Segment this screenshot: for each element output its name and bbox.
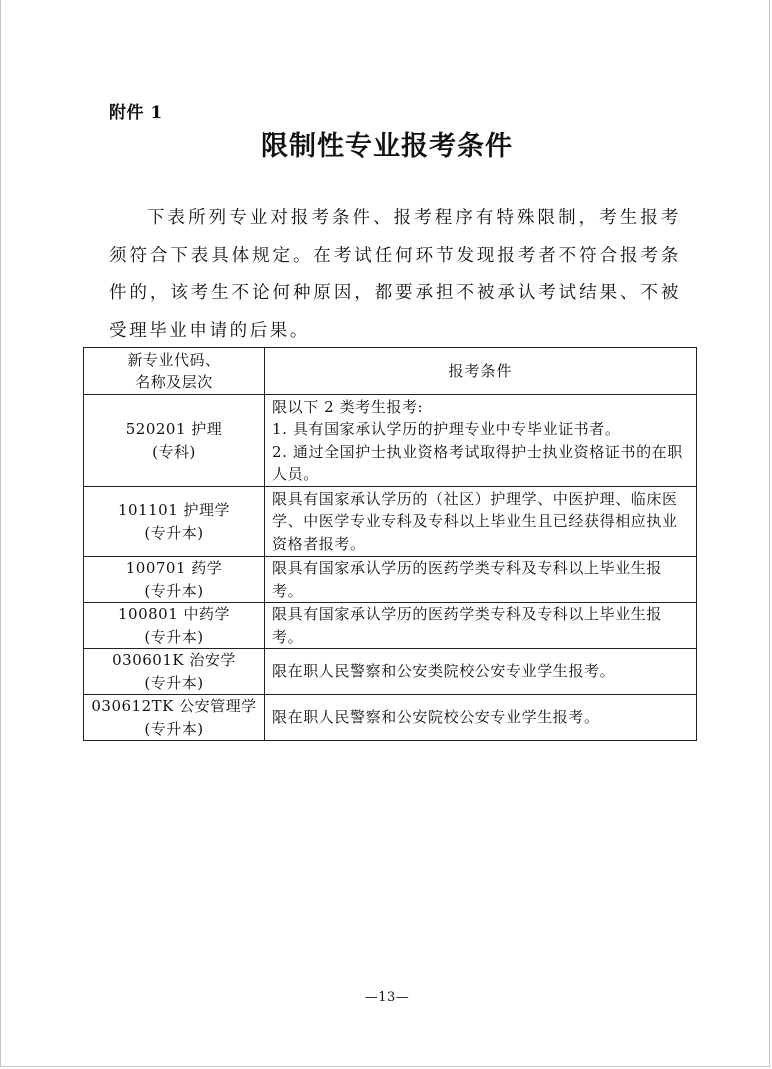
table-row [84, 395, 697, 487]
condition-line: 1. 具有国家承认学历的护理专业中专毕业证书者。 [272, 420, 621, 438]
condition-line: 限以下 2 类考生报考: [272, 397, 424, 416]
condition-line: 限具有国家承认学历的（社区）护理学、中医护理、临床医学、中医学专业专科及专科以上毕业生且已经获得相应执业资格者报考。 [272, 489, 678, 553]
condition-line: 限在职人民警察和公安类院校公安专业学生报考。 [272, 662, 616, 681]
attachment-label: 附件 1 [109, 103, 163, 123]
table-row [84, 603, 697, 649]
condition-cell [265, 695, 697, 741]
table-row [84, 557, 697, 603]
table-row [84, 487, 697, 557]
major-cell [84, 695, 265, 741]
major-level: (专升本) [144, 673, 204, 692]
intro-paragraph: 下表所列专业对报考条件、报考程序有特殊限制，考生报考须符合下表具体规定。在考试任何环节发现报考者不符合报考条件的，该考生不论何种原因，都要承担不被承认考试结果、不被受理毕业申请的后果。 [109, 208, 681, 341]
condition-cell [265, 649, 697, 695]
page-number: —13— [364, 990, 410, 1005]
major-level: (专升本) [144, 581, 204, 600]
condition-line: 限具有国家承认学历的医药学类专科及专科以上毕业生报考。 [272, 559, 663, 600]
table-header-row [84, 348, 697, 395]
major-level: (专升本) [144, 719, 204, 738]
header-major-line1: 新专业代码、 [127, 350, 221, 369]
condition-cell [265, 557, 697, 603]
major-name: 520201 护理 [125, 420, 223, 438]
major-name: 030612TK 公安管理学 [91, 697, 257, 715]
major-level: (专科) [152, 442, 196, 461]
major-cell [84, 557, 265, 603]
table-row [84, 695, 697, 741]
major-name: 101101 护理学 [117, 501, 231, 519]
header-major-line2: 名称及层次 [135, 373, 213, 391]
condition-line: 2. 通过全国护士执业资格考试取得护士执业资格证书的在职人员。 [272, 442, 683, 483]
major-name: 030601K 治安学 [112, 651, 236, 669]
major-cell [84, 487, 265, 557]
major-level: (专升本) [144, 523, 204, 542]
condition-cell [265, 395, 697, 487]
condition-cell [265, 603, 697, 649]
condition-line: 限具有国家承认学历的医药学类专科及专科以上毕业生报考。 [272, 605, 663, 646]
major-cell [84, 395, 265, 487]
major-name: 100801 中药学 [117, 605, 231, 623]
major-level: (专升本) [144, 627, 204, 646]
header-condition-cell: 报考条件 [265, 348, 697, 395]
header-major-cell [84, 348, 265, 395]
major-cell [84, 649, 265, 695]
table-row [84, 649, 697, 695]
major-name: 100701 药学 [125, 559, 223, 577]
condition-cell [265, 487, 697, 557]
major-cell [84, 603, 265, 649]
condition-line: 限在职人民警察和公安院校公安专业学生报考。 [272, 708, 600, 727]
restriction-table [83, 347, 697, 741]
page-title: 限制性专业报考条件 [261, 131, 513, 162]
